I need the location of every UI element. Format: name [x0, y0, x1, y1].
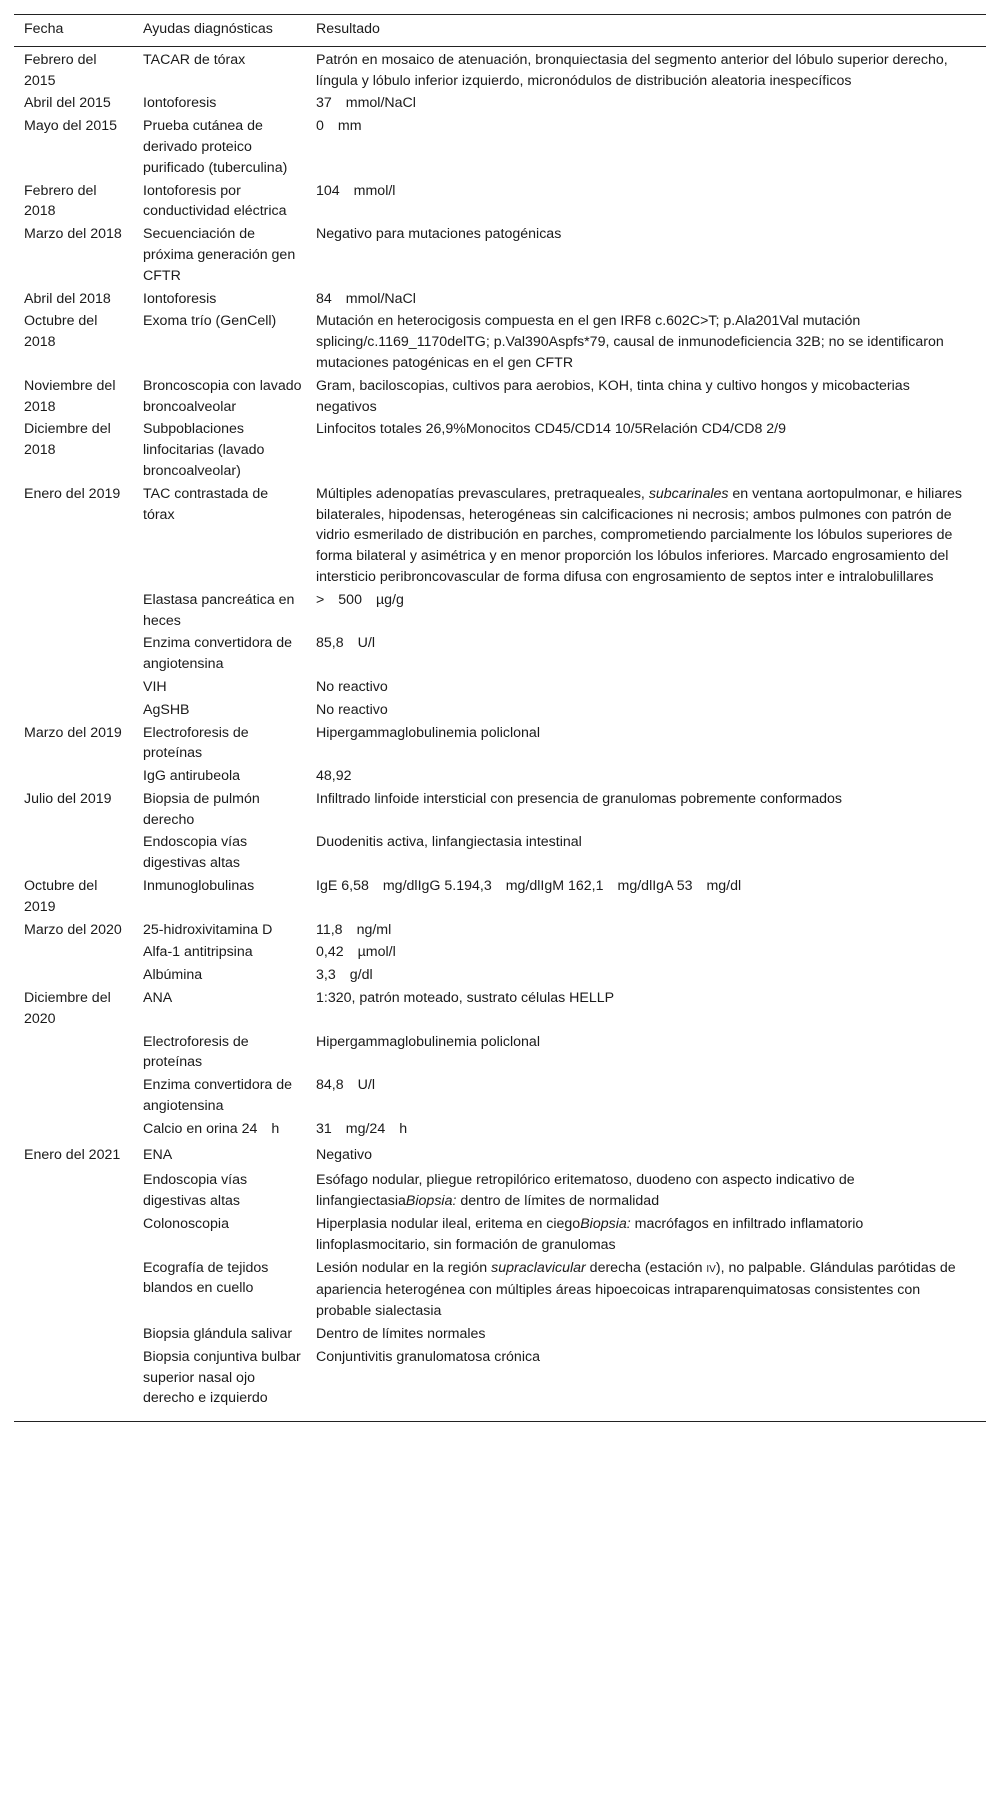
- cell-date: Diciembre del 2018: [24, 421, 111, 459]
- cell-test: Biopsia glándula salivar: [143, 1326, 293, 1343]
- cell-date: Febrero del 2018: [24, 182, 97, 220]
- table-row: [14, 115, 986, 179]
- cell-test: Iontoforesis por conductividad eléctrica: [143, 182, 287, 220]
- cell-test: Albúmina: [143, 967, 203, 984]
- result-value: 84,8: [316, 1077, 344, 1094]
- table-row: [14, 310, 986, 374]
- table-row: [14, 1213, 986, 1257]
- cell-date: [14, 699, 133, 722]
- cell-date: Diciembre del 2020: [24, 990, 111, 1027]
- cell-result: [306, 941, 986, 964]
- cell-result: [306, 1166, 986, 1213]
- ig-unit: mg/dl: [617, 878, 653, 895]
- result-unit: mmol/l: [353, 182, 396, 199]
- cell-test: VIH: [143, 678, 167, 695]
- table-header-row: [14, 15, 986, 47]
- result-text: derecha (estación: [585, 1259, 707, 1276]
- cell-result: Hipergammaglobulinemia policlonal: [316, 724, 540, 741]
- result-unit: U/l: [357, 1077, 375, 1094]
- cell-result: Hipergammaglobulinemia policlonal: [316, 1033, 540, 1050]
- result-value: 0,42: [316, 944, 344, 961]
- cell-date: [14, 1346, 133, 1422]
- header-test: Ayudas diagnósticas: [143, 21, 273, 37]
- table-row: [14, 589, 986, 633]
- cell-test: Ecografía de tejidos blandos en cuello: [143, 1259, 269, 1297]
- cell-test: Biopsia conjuntiva bulbar superior nasal ojo derecho e izquierdo: [143, 1348, 301, 1407]
- table-row: [14, 1074, 986, 1118]
- result-italic: Biopsia:: [405, 1193, 457, 1210]
- result-value: 31: [316, 1120, 332, 1137]
- cell-date: Febrero del 2015: [24, 51, 97, 89]
- cell-test: Subpoblaciones linfocitarias (lavado broncoalveolar): [143, 421, 265, 479]
- cell-result: Patrón en mosaico de atenuación, bronquiectasia del segmento anterior del lóbulo superior derecho, língula y lóbulo inferior izquierdo, micronódulos de distribución aleatoria inespecíficos: [316, 51, 948, 89]
- cell-date: [14, 765, 133, 788]
- result-unit: mg/24: [345, 1120, 386, 1137]
- diagnostic-results-table: [14, 14, 986, 1422]
- table-row: [14, 831, 986, 875]
- cell-test: Broncoscopia con lavado broncoalveolar: [143, 377, 302, 415]
- cell-result: Gram, baciloscopias, cultivos para aerobios, KOH, tinta china y cultivo hongos y micobacterias negativos: [316, 377, 910, 415]
- table-row: [14, 964, 986, 987]
- result-italic: subcarinales: [648, 485, 729, 502]
- result-text: macrófagos en infiltrado inflamatorio linfoplasmocitario, sin formación de granulomas: [316, 1216, 864, 1253]
- cell-result: Mutación en heterocigosis compuesta en el gen IRF8 c.602C>T; p.Ala201Val mutación splicing/c.1169_1170delTG; p.Val390Aspfs*79, causal de inmunodeficiencia 32B; no se identificaron mutaciones patogénicas en el gen CFTR: [316, 313, 944, 371]
- table-row: [14, 180, 986, 224]
- test-text: Calcio en orina 24: [143, 1120, 258, 1137]
- result-value: 85,8: [316, 635, 344, 652]
- cell-result: [306, 1213, 986, 1257]
- table-row: [14, 632, 986, 676]
- cell-test: Inmunoglobulinas: [143, 878, 255, 895]
- cell-result: [306, 875, 986, 919]
- cell-test: Electroforesis de proteínas: [143, 1033, 249, 1071]
- table-row: [14, 288, 986, 311]
- cell-date: Julio del 2019: [24, 790, 112, 807]
- table-row: [14, 919, 986, 942]
- ig-unit: mg/dl: [505, 878, 541, 895]
- cell-test: Exoma trío (GenCell): [143, 313, 277, 330]
- cell-date: [14, 589, 133, 633]
- ig-value: IgE 6,58: [316, 878, 369, 895]
- result-unit: ng/ml: [356, 921, 392, 938]
- ig-value: IgG 5.194,3: [417, 878, 492, 895]
- result-text: Hiperplasia nodular ileal, eritema en ciego: [316, 1216, 581, 1233]
- cell-test: [133, 1118, 306, 1141]
- cell-test: Endoscopia vías digestivas altas: [143, 834, 248, 872]
- cell-test: Secuenciación de próxima generación gen CFTR: [143, 226, 296, 284]
- cell-result: 48,92: [316, 768, 352, 785]
- cell-result: Dentro de límites normales: [316, 1326, 486, 1343]
- result-text: Múltiples adenopatías prevasculares, pretraqueales,: [316, 485, 649, 502]
- cell-test: ENA: [143, 1146, 173, 1163]
- cell-test: Colonoscopia: [143, 1216, 229, 1233]
- cell-date: [14, 831, 133, 875]
- table-row: [14, 788, 986, 832]
- table-row: [14, 987, 986, 1031]
- result-value: 3,3: [316, 967, 336, 984]
- cell-test: Enzima convertidora de angiotensina: [143, 1077, 293, 1115]
- table-row: [14, 722, 986, 766]
- result-unit: U/l: [357, 635, 375, 652]
- cell-result: [306, 964, 986, 987]
- result-unit: µg/g: [375, 591, 404, 608]
- result-text: ), no palpable. Glándulas parótidas de apariencia heterogénea con múltiples áreas hipoecoicas intraparenquimatosas consistentes con probable sialectasia: [316, 1259, 956, 1320]
- result-text: Esófago nodular, pliegue retropilórico eritematoso, duodeno con aspecto indicativo de linfangiectasia: [316, 1172, 855, 1210]
- table-row: [14, 418, 986, 482]
- table-row: [14, 46, 986, 92]
- table-row: [14, 483, 986, 589]
- cell-result: [306, 180, 986, 224]
- result-unit: mmol/NaCl: [345, 290, 416, 307]
- cell-result: [306, 589, 986, 633]
- cell-test: TAC contrastada de tórax: [143, 485, 269, 523]
- table-row: [14, 92, 986, 115]
- cell-result: Negativo para mutaciones patogénicas: [316, 226, 562, 243]
- cell-date: [14, 1166, 133, 1213]
- table-row: [14, 941, 986, 964]
- result-prefix: >: [316, 591, 325, 608]
- test-unit: h: [271, 1120, 280, 1137]
- table-row: [14, 1323, 986, 1346]
- cell-result: No reactivo: [316, 678, 388, 695]
- cell-test: Prueba cutánea de derivado proteico purificado (tuberculina): [143, 118, 288, 176]
- cell-date: Abril del 2015: [24, 95, 111, 112]
- cell-result: [306, 632, 986, 676]
- result-text: en ventana aortopulmonar, e hiliares bilaterales, hipodensas, heterogéneas sin calcificaciones ni necrosis; ambos pulmones con patrón de vidrio esmerilado de distribución en parches, comprometiendo parcialmente los lóbulos superiores de forma bilateral y asimétrica y en menor proporción los lóbulos inferiores. Marcado engrosamiento del intersticio peribroncovascular de forma difusa con engrosamiento de septos inter e intralobulillares: [316, 485, 962, 585]
- cell-result: [306, 483, 986, 589]
- table-row: [14, 1346, 986, 1422]
- table-row: [14, 875, 986, 919]
- cell-date: [14, 964, 133, 987]
- result-value: 84: [316, 290, 332, 307]
- table-row: [14, 1118, 986, 1141]
- cell-result: 1:320, patrón moteado, sustrato células HELLP: [316, 990, 615, 1007]
- result-italic: Biopsia:: [580, 1216, 631, 1233]
- cell-date: Abril del 2018: [24, 290, 111, 307]
- cell-result: [306, 1074, 986, 1118]
- cell-result: [306, 115, 986, 179]
- cell-date: Octubre del 2018: [24, 313, 98, 351]
- ig-unit: mg/dl: [706, 878, 742, 895]
- cell-date: Octubre del 2019: [24, 878, 98, 915]
- cell-date: [14, 1074, 133, 1118]
- cell-date: Enero del 2021: [24, 1146, 121, 1163]
- cell-date: [14, 1118, 133, 1141]
- cell-test: TACAR de tórax: [143, 51, 246, 68]
- cell-date: [14, 1257, 133, 1323]
- header-result: Resultado: [316, 21, 380, 37]
- cell-test: Enzima convertidora de angiotensina: [143, 635, 293, 673]
- table-row: [14, 223, 986, 287]
- cell-result: Duodenitis activa, linfangiectasia intestinal: [316, 834, 582, 851]
- result-value: 500: [338, 591, 362, 608]
- cell-test: Electroforesis de proteínas: [143, 724, 249, 762]
- result-value: 104: [316, 182, 340, 199]
- cell-result: [306, 92, 986, 115]
- table-row: [14, 375, 986, 419]
- cell-result: [306, 919, 986, 942]
- cell-test: Iontoforesis: [143, 95, 217, 112]
- cell-date: [14, 676, 133, 699]
- cell-date: Mayo del 2015: [24, 118, 118, 135]
- cell-result: Infiltrado linfoide intersticial con presencia de granulomas pobremente conformados: [316, 790, 843, 807]
- cell-date: [14, 1031, 133, 1075]
- cell-test: 25-hidroxivitamina D: [143, 921, 273, 938]
- cell-date: [14, 1213, 133, 1257]
- result-smallcaps: IV: [706, 1263, 716, 1275]
- result-unit: g/dl: [349, 967, 373, 984]
- cell-date: Marzo del 2018: [24, 226, 122, 243]
- result-italic: supraclavicular: [491, 1259, 586, 1276]
- cell-test: Iontoforesis: [143, 290, 217, 307]
- table-row: [14, 1031, 986, 1075]
- result-value: 37: [316, 95, 332, 112]
- cell-test: Alfa-1 antitripsina: [143, 944, 253, 961]
- cell-test: ANA: [143, 990, 173, 1007]
- ig-value: IgA 53: [652, 878, 693, 895]
- cell-test: Endoscopia vías digestivas altas: [143, 1172, 248, 1210]
- result-value: 11,8: [316, 921, 343, 938]
- cell-date: [14, 941, 133, 964]
- result-unit: mmol/NaCl: [345, 95, 416, 112]
- table-row: [14, 699, 986, 722]
- table-row: [14, 1166, 986, 1213]
- cell-result: Negativo: [316, 1146, 372, 1163]
- table-row: [14, 1141, 986, 1167]
- cell-date: [14, 1323, 133, 1346]
- cell-date: Marzo del 2020: [24, 921, 122, 938]
- cell-result: No reactivo: [316, 701, 388, 718]
- cell-date: Noviembre del 2018: [24, 377, 116, 415]
- result-text: Lesión nodular en la región: [316, 1259, 492, 1276]
- cell-date: Enero del 2019: [24, 485, 121, 502]
- cell-result: Conjuntivitis granulomatosa crónica: [316, 1348, 540, 1365]
- ig-unit: mg/dl: [382, 878, 418, 895]
- cell-date: [14, 632, 133, 676]
- cell-result: [306, 1118, 986, 1141]
- cell-test: IgG antirubeola: [143, 768, 241, 785]
- table-row: [14, 1257, 986, 1323]
- result-unit-2: h: [399, 1120, 408, 1137]
- cell-result: [306, 1257, 986, 1323]
- header-date: Fecha: [24, 21, 64, 37]
- cell-result: [306, 288, 986, 311]
- table-row: [14, 676, 986, 699]
- ig-value: IgM 162,1: [540, 878, 604, 895]
- cell-test: AgSHB: [143, 701, 190, 718]
- cell-test: Elastasa pancreática en heces: [143, 591, 295, 629]
- result-value: 0: [316, 118, 324, 135]
- result-unit: mm: [337, 118, 362, 135]
- results-table-container: [14, 14, 986, 1422]
- cell-date: Marzo del 2019: [24, 724, 122, 741]
- result-text: dentro de límites de normalidad: [456, 1193, 660, 1210]
- cell-test: Biopsia de pulmón derecho: [143, 790, 260, 828]
- result-unit: µmol/l: [357, 944, 396, 961]
- cell-result: Linfocitos totales 26,9%Monocitos CD45/CD14 10/5Relación CD4/CD8 2/9: [316, 421, 787, 438]
- table-row: [14, 765, 986, 788]
